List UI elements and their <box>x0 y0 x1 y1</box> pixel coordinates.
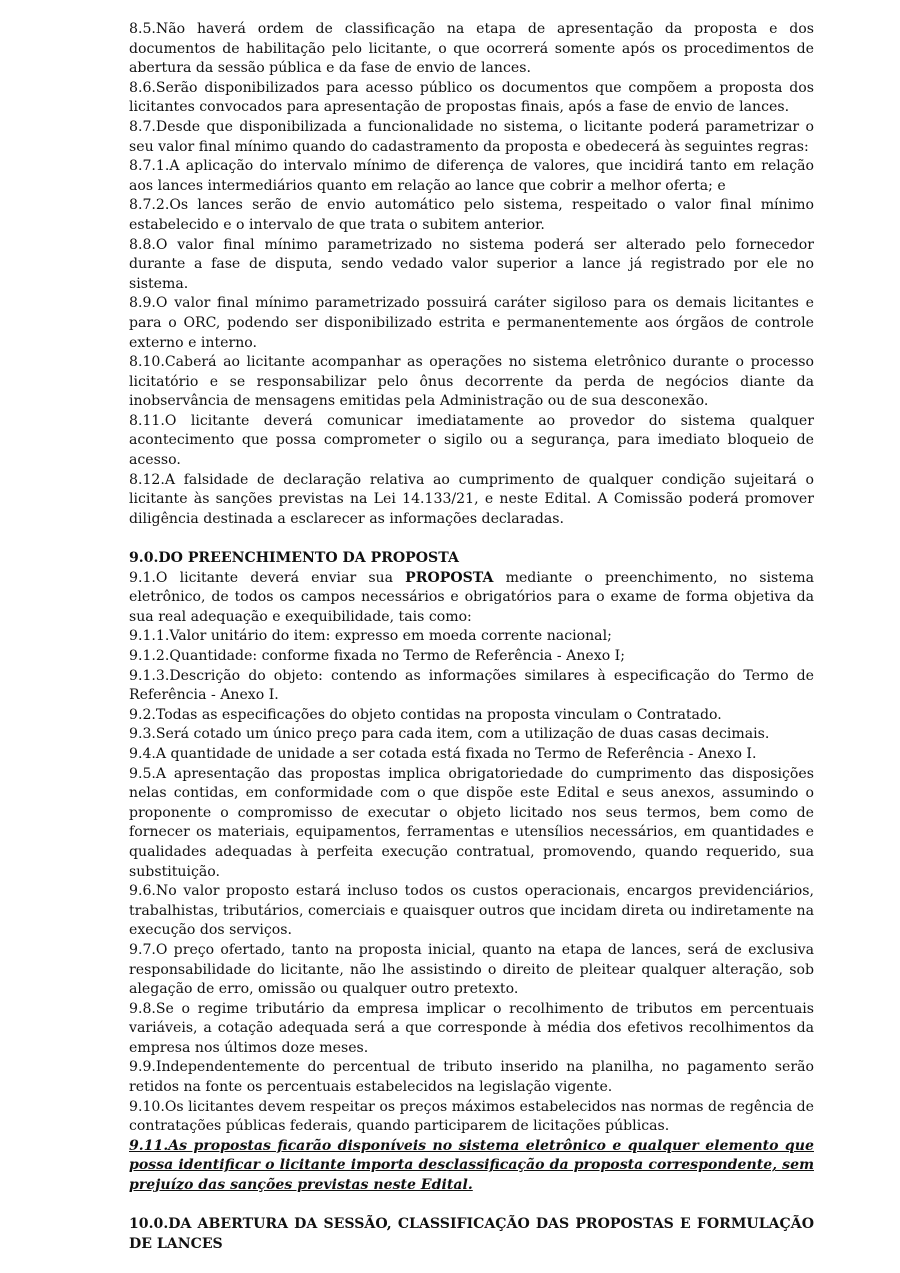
item-8-12: 8.12.A falsidade de declaração relativa ao cumprimento de qualquer condição sujeitará o licitante às sanções previstas na Lei 14.133/21, e neste Edital. A Comissão poderá promover diligência destinada a esclarecer as informações declaradas. <box>129 471 814 527</box>
section-spacer <box>129 529 814 549</box>
item-9-3: 9.3.Será cotado um único preço para cada item, com a utilização de duas casas decimais. <box>129 726 770 743</box>
item-9-4: 9.4.A quantidade de unidade a ser cotada está fixada no Termo de Referência - Anexo I. <box>129 745 757 762</box>
item-8-10: 8.10.Caberá ao licitante acompanhar as operações no sistema eletrônico durante o processo licitatório e se responsabilizar pelo ônus decorrente da perda de negócios diante da inobservância de mensagens emitidas pela Administração ou de sua desconexão. <box>129 354 814 410</box>
item-9-6: 9.6.No valor proposto estará incluso todos os custos operacionais, encargos previdenciários, trabalhistas, tributários, comerciais e quaisquer outros que incidam direta ou indiretamente na execução dos serviços. <box>129 883 814 939</box>
section-10-heading: 10.0.DA ABERTURA DA SESSÃO, CLASSIFICAÇÃO DAS PROPOSTAS E FORMULAÇÃO DE LANCES <box>129 1216 814 1252</box>
section-9-heading: 9.0.DO PREENCHIMENTO DA PROPOSTA <box>129 550 459 567</box>
item-8-9: 8.9.O valor final mínimo parametrizado possuirá caráter sigiloso para os demais licitantes e para o ORC, podendo ser disponibilizado estrita e permanentemente aos órgãos de controle externo e interno. <box>129 295 814 351</box>
item-8-5: 8.5.Não haverá ordem de classificação na etapa de apresentação da proposta e dos documentos de habilitação pelo licitante, o que ocorrerá somente após os procedimentos de abertura da sessão pública e da fase de envio de lances. <box>129 21 814 77</box>
item-9-10: 9.10.Os licitantes devem respeitar os preços máximos estabelecidos nas normas de regência de contratações públicas federais, quando participarem de licitações públicas. <box>129 1098 814 1135</box>
item-9-1-prefix: 9.1.O licitante deverá enviar sua <box>129 569 406 586</box>
item-8-7-1: 8.7.1.A aplicação do intervalo mínimo de diferença de valores, que incidirá tanto em relação aos lances intermediários quanto em relação ao lance que cobrir a melhor oferta; e <box>129 158 814 194</box>
item-8-6: 8.6.Serão disponibilizados para acesso público os documentos que compõem a proposta dos licitantes convocados para apresentação de propostas finais, após a fase de envio de lances. <box>129 79 814 116</box>
item-9-9: 9.9.Independentemente do percentual de tributo inserido na planilha, no pagamento serão retidos na fonte os percentuais estabelecidos na legislação vigente. <box>129 1059 814 1096</box>
item-8-7-2: 8.7.2.Os lances serão de envio automático pelo sistema, respeitado o valor final mínimo estabelecido e o intervalo de que trata o subitem anterior. <box>129 197 814 233</box>
item-9-7: 9.7.O preço ofertado, tanto na proposta inicial, quanto na etapa de lances, será de exclusiva responsabilidade do licitante, não lhe assistindo o direito de pleitear qualquer alteração, sob alegação de erro, omissão ou qualquer outro pretexto. <box>129 941 814 998</box>
item-9-11: 9.11.As propostas ficarão disponíveis no sistema eletrônico e qualquer elemento que possa identificar o licitante importa desclassificação da proposta correspondente, sem prejuízo das sanções previstas neste Edital. <box>129 1137 814 1194</box>
item-9-1-1: 9.1.1.Valor unitário do item: expresso em moeda corrente nacional; <box>129 628 612 645</box>
item-8-8: 8.8.O valor final mínimo parametrizado no sistema poderá ser alterado pelo fornecedor durante a fase de disputa, sendo vedado valor superior a lance já registrado por ele no sistema. <box>129 236 814 292</box>
item-9-1-2: 9.1.2.Quantidade: conforme fixada no Termo de Referência - Anexo I; <box>129 648 625 664</box>
item-9-1 <box>129 569 814 628</box>
item-9-1-bold: PROPOSTA <box>405 569 494 586</box>
item-9-1-suffix: mediante o preenchimento, no sistema eletrônico, de todos os campos necessários e obrigatórios para o exame de forma objetiva da sua real adequação e exequibilidade, tais como: <box>129 569 814 625</box>
item-8-11: 8.11.O licitante deverá comunicar imediatamente ao provedor do sistema qualquer acontecimento que possa comprometer o sigilo ou a segurança, para imediato bloqueio de acesso. <box>129 412 814 469</box>
item-8-7: 8.7.Desde que disponibilizada a funcionalidade no sistema, o licitante poderá parametrizar o seu valor final mínimo quando do cadastramento da proposta e obedecerá às seguintes regras: <box>129 118 814 155</box>
item-9-5: 9.5.A apresentação das propostas implica obrigatoriedade do cumprimento das disposições nelas contidas, em conformidade com o que dispõe este Edital e seus anexos, assumindo o proponente o compromisso de executar o objeto licitado nos seus termos, bem como de fornecer os materiais, equipamentos, ferramentas e utensílios necessários, em quantidades e qualidades adequadas à perfeita execução contratual, promovendo, quando requerido, sua substituição. <box>129 765 814 880</box>
section-spacer <box>129 1196 814 1216</box>
item-9-8: 9.8.Se o regime tributário da empresa implicar o recolhimento de tributos em percentuais variáveis, a cotação adequada será a que corresponde à média dos efetivos recolhimentos da empresa nos últimos doze meses. <box>129 1000 814 1056</box>
item-9-1-3: 9.1.3.Descrição do objeto: contendo as informações similares à especificação do Termo de Referência - Anexo I. <box>129 667 814 704</box>
item-9-2: 9.2.Todas as especificações do objeto contidas na proposta vinculam o Contratado. <box>129 706 722 723</box>
